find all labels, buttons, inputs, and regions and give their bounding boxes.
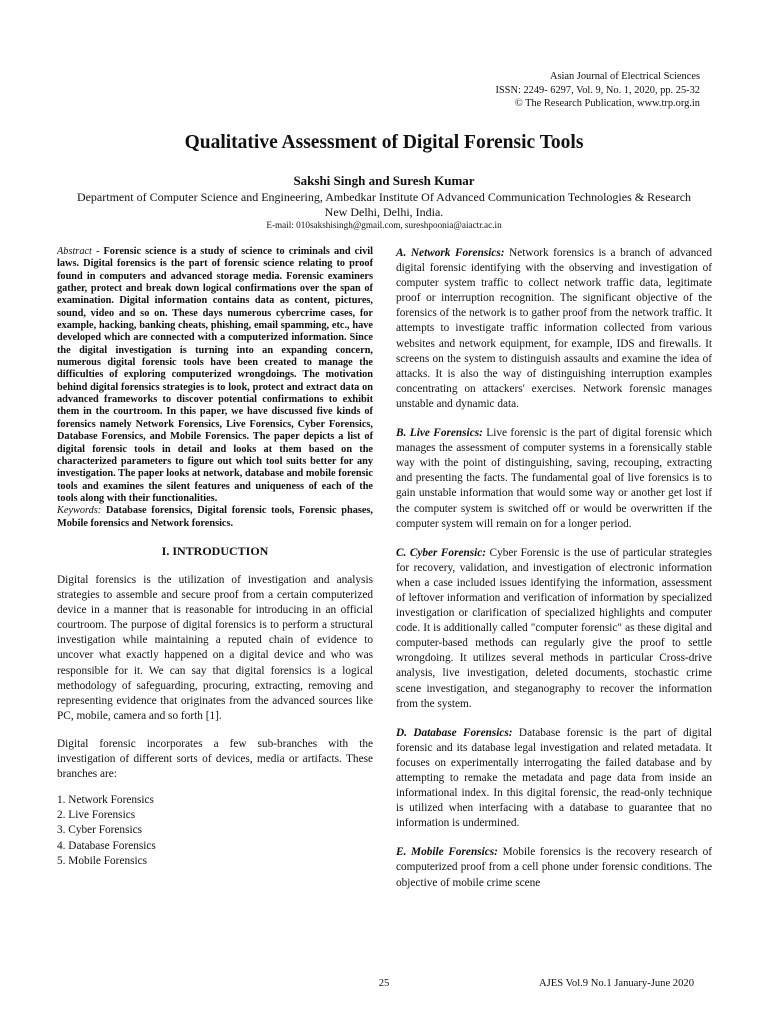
footer-journal-issue: AJES Vol.9 No.1 January-June 2020	[539, 978, 694, 989]
introduction-heading: I. INTRODUCTION	[161, 543, 269, 558]
journal-issn: ISSN: 2249- 6297, Vol. 9, No. 1, 2020, pp. 25-32	[495, 84, 700, 96]
list-item: 1. Network Forensics	[57, 794, 154, 807]
intro-paragraph-1: Digital forensics is the utilization of investigation and analysis strategies to assemble and secure proof from a certain computerized device in a manner that is reasonable for introducing in an official courtroom. The purpose of digital forensics is to perform a structural investigation while maintaining a reputed chain of evidence to uncover what exactly happened on a digital device and who was responsible for it. We can say that digital forensics is a logical methodology of safeguarding, procuring, extracting, removing and representing evidence that originates from the advanced sources like PC, mobile, camera and so forth [1].	[57, 574, 373, 722]
paper-authors: Sakshi Singh and Suresh Kumar	[293, 173, 475, 188]
mobile-forensics-text: Mobile forensics is the recovery research of computerized proof from a cell phone under forensic conditions. The objective of mobile crime scene	[396, 846, 712, 889]
live-forensics-section	[396, 426, 712, 532]
list-item: 2. Live Forensics	[57, 809, 136, 822]
keywords	[57, 505, 373, 530]
right-column	[396, 246, 712, 905]
network-forensics-title: A. Network Forensics:	[396, 247, 505, 259]
abstract-text: Forensic science is a study of science to criminals and civil laws. Digital forensics is the part of forensic science relating to proof found in computers and advanced storage media. Forensic examiners gather, protect and break down logical confirmations over the span of examination. Digital information contains data as content, pictures, sound, video and so on. These days numerous cybercrime cases, for example, hacking, banking cheats, phishing, email spamming, etc., have developed which are connected with a computerized information. Since the digital investigation is turning into an expanding concern, numerous digital forensic tools have been created to manage the difficulties of exploring computerized wrongdoings. The motivation behind digital forensics strategies is to look, protect and extract data on advanced frameworks to discover potential confirmations to exhibit them in the courtroom. In this paper, we have discussed five kinds of forensics namely Network Forensics, Live Forensics, Cyber Forensics, Database Forensics, and Mobile Forensics. The paper depicts a list of digital forensic tools in detail and looks at them based on the characterized parameters to figure out which tool suits better for any investigation. The paper looks at network, database and mobile forensic tools and examines the silent features and uniqueness of each of the tools along with their functionalities.	[57, 246, 373, 504]
network-forensics-text: Network forensics is a branch of advanced digital forensic identifying with the observing and investigation of computer system traffic to collect network traffic data, legitimate proof or interruption recognition. The significant objective of the forensics of the network is to gather proof from the network traffic. It attempts to investigate traffic information collected from various websites and network equipment, for example, IDS and firewalls. It screens on the system to distinguish assaults and examine the idea of attacks. It is also the way of distinguishing interruption examples concentrating on attackers' exercises. Network forensic manages unstable and dynamic data.	[396, 247, 712, 410]
database-forensics-text: Database forensic is the part of digital forensic and its database legal investigation and related metadata. It focuses on experimentally interrogating the failed database and by attempting to remake the metadata and page data from inside an informational index. In this digital forensic, the read-only technique is utilized when interfacing with a database to guarantee that no information is undermined.	[396, 726, 712, 830]
list-item: 5. Mobile Forensics	[57, 854, 148, 867]
keywords-text: Database forensics, Digital forensic tools, Forensic phases, Mobile forensics and Network forensics.	[57, 505, 374, 529]
page-number: 25	[378, 978, 390, 989]
left-column	[57, 246, 373, 869]
affiliation-line-2: New Delhi, Delhi, India.	[324, 205, 444, 219]
cyber-forensic-title: C. Cyber Forensic:	[396, 546, 487, 559]
keywords-lead: Keywords:	[57, 505, 106, 517]
author-email: E-mail: 010sakshisingh@gmail.com, sureshpoonia@aiactr.ac.in	[266, 220, 502, 230]
paper-title: Qualitative Assessment of Digital Forensic Tools	[184, 132, 584, 153]
abstract	[57, 246, 373, 505]
list-item: 3. Cyber Forensics	[57, 824, 143, 837]
journal-copyright: © The Research Publication, www.trp.org.in	[514, 98, 700, 110]
author-affiliation	[0, 190, 768, 220]
cyber-forensic-text: Cyber Forensic is the use of particular strategies for recovery, validation, and investigation of electronic information when a case included issues identifying the information, assessment of leftover information and verification of information by specialized investigation or clarification of specialized highlights and computer code. It is additionally called "computer forensic" as these digital and computer-based methods can regularly give the proof to settle wrongdoing. It utilizes several methods in particular Cross-drive analysis, live investigation, deleted documents, stochastic crime scene investigation, and steganography to recover the information from the system.	[396, 546, 712, 710]
forensic-branches-list	[57, 793, 373, 868]
affiliation-line-1: Department of Computer Science and Engineering, Ambedkar Institute Of Advanced Communication Technologies & Research	[76, 190, 692, 204]
cyber-forensic-section	[396, 546, 712, 712]
network-forensics-section	[396, 246, 712, 412]
live-forensics-title: B. Live Forensics:	[396, 427, 483, 440]
abstract-lead: Abstract -	[57, 246, 104, 257]
journal-header	[495, 70, 700, 111]
live-forensics-text: Live forensic is the part of digital forensic which manages the assessment of computer systems in a forensically stable way with the point of distinguishing, saving, recouping, extracting and presenting the facts. The fundamental goal of live forensics is to gain unstable information that would some way or another get lost if the computer system is switched off or would be overwritten if the computer system will remain on for a longer period.	[396, 427, 712, 530]
database-forensics-title: D. Database Forensics:	[396, 726, 513, 739]
database-forensics-section	[396, 726, 712, 832]
list-item: 4. Database Forensics	[57, 839, 156, 852]
journal-name: Asian Journal of Electrical Sciences	[549, 71, 700, 82]
mobile-forensics-section	[396, 845, 712, 890]
mobile-forensics-title: E. Mobile Forensics:	[396, 846, 498, 859]
intro-paragraph-2: Digital forensic incorporates a few sub-branches with the investigation of different sorts of devices, media or artifacts. These branches are:	[57, 737, 373, 781]
